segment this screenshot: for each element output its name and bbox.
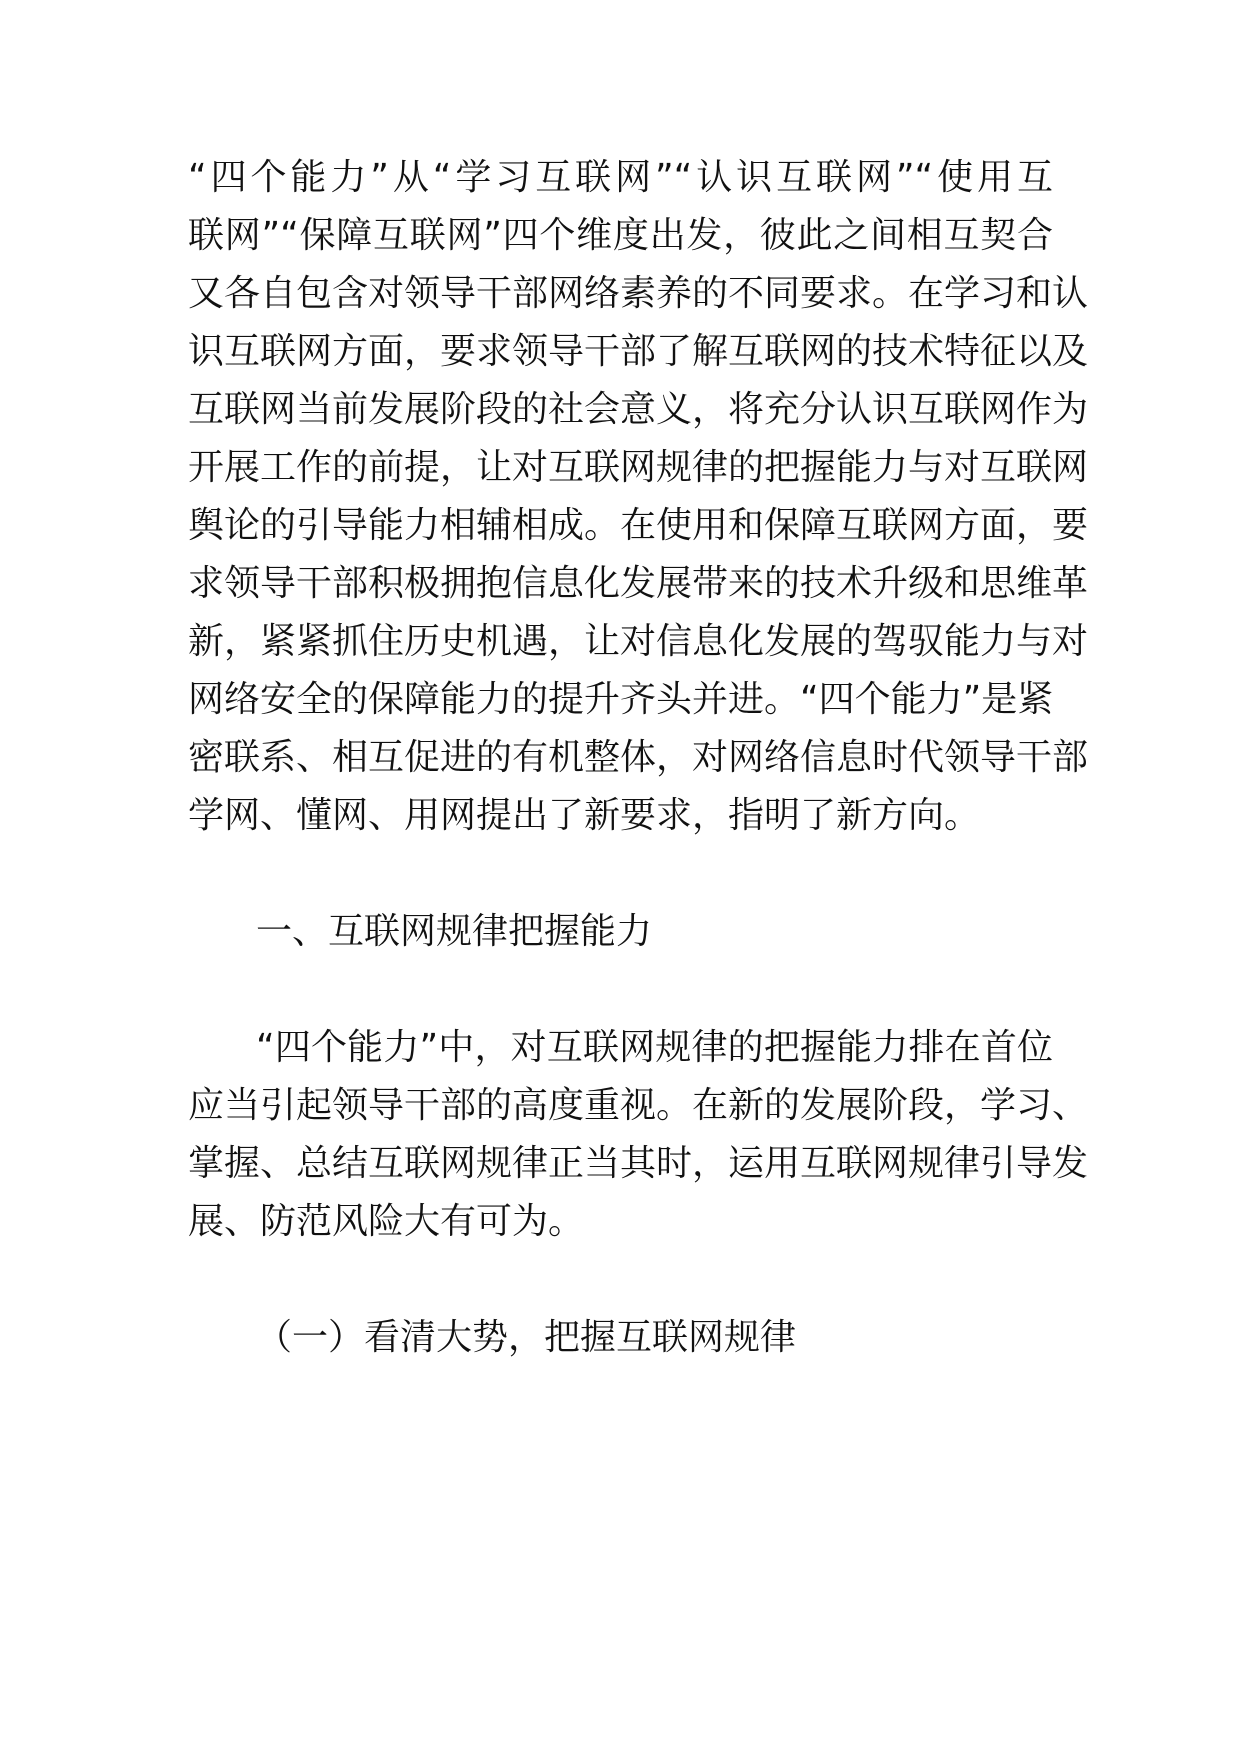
paragraph-1-line-10: 网络安全的保障能力的提升齐头并进。“四个能力”是紧 [188, 679, 1054, 720]
paragraph-1-line-11: 密联系、相互促进的有机整体，对网络信息时代领导干部 [188, 737, 1089, 778]
paragraph-1-line-2: 联网”“保障互联网”四个维度出发，彼此之间相互契合 [188, 215, 1053, 256]
paragraph-1-line-4: 识互联网方面，要求领导干部了解互联网的技术特征以及 [188, 331, 1089, 372]
paragraph-1-line-12: 学网、懂网、用网提出了新要求，指明了新方向。 [188, 795, 981, 836]
paragraph-1-line-9: 新，紧紧抓住历史机遇，让对信息化发展的驾驭能力与对 [188, 621, 1089, 662]
paragraph-2-line-3: 掌握、总结互联网规律正当其时，运用互联网规律引导发 [188, 1143, 1089, 1184]
paragraph-2-line-2: 应当引起领导干部的高度重视。在新的发展阶段，学习、 [188, 1085, 1089, 1126]
paragraph-1-line-6: 开展工作的前提，让对互联网规律的把握能力与对互联网 [188, 447, 1089, 488]
paragraph-1-line-3: 又各自包含对领导干部网络素养的不同要求。在学习和认 [188, 273, 1089, 314]
paragraph-1-line-7: 舆论的引导能力相辅相成。在使用和保障互联网方面，要 [188, 505, 1089, 546]
section-heading: 一、互联网规律把握能力 [256, 911, 653, 952]
subsection-heading: （一）看清大势，把握互联网规律 [256, 1317, 797, 1358]
paragraph-1-line-5: 互联网当前发展阶段的社会意义，将充分认识互联网作为 [188, 389, 1089, 430]
paragraph-1-line-8: 求领导干部积极拥抱信息化发展带来的技术升级和思维革 [188, 563, 1089, 604]
paragraph-1-line-1: “四个能力”从“学习互联网”“认识互联网”“使用互 [188, 157, 1053, 198]
paragraph-2-line-4: 展、防范风险大有可为。 [188, 1201, 585, 1242]
paragraph-2-line-1: “四个能力”中，对互联网规律的把握能力排在首位 [256, 1027, 1053, 1068]
